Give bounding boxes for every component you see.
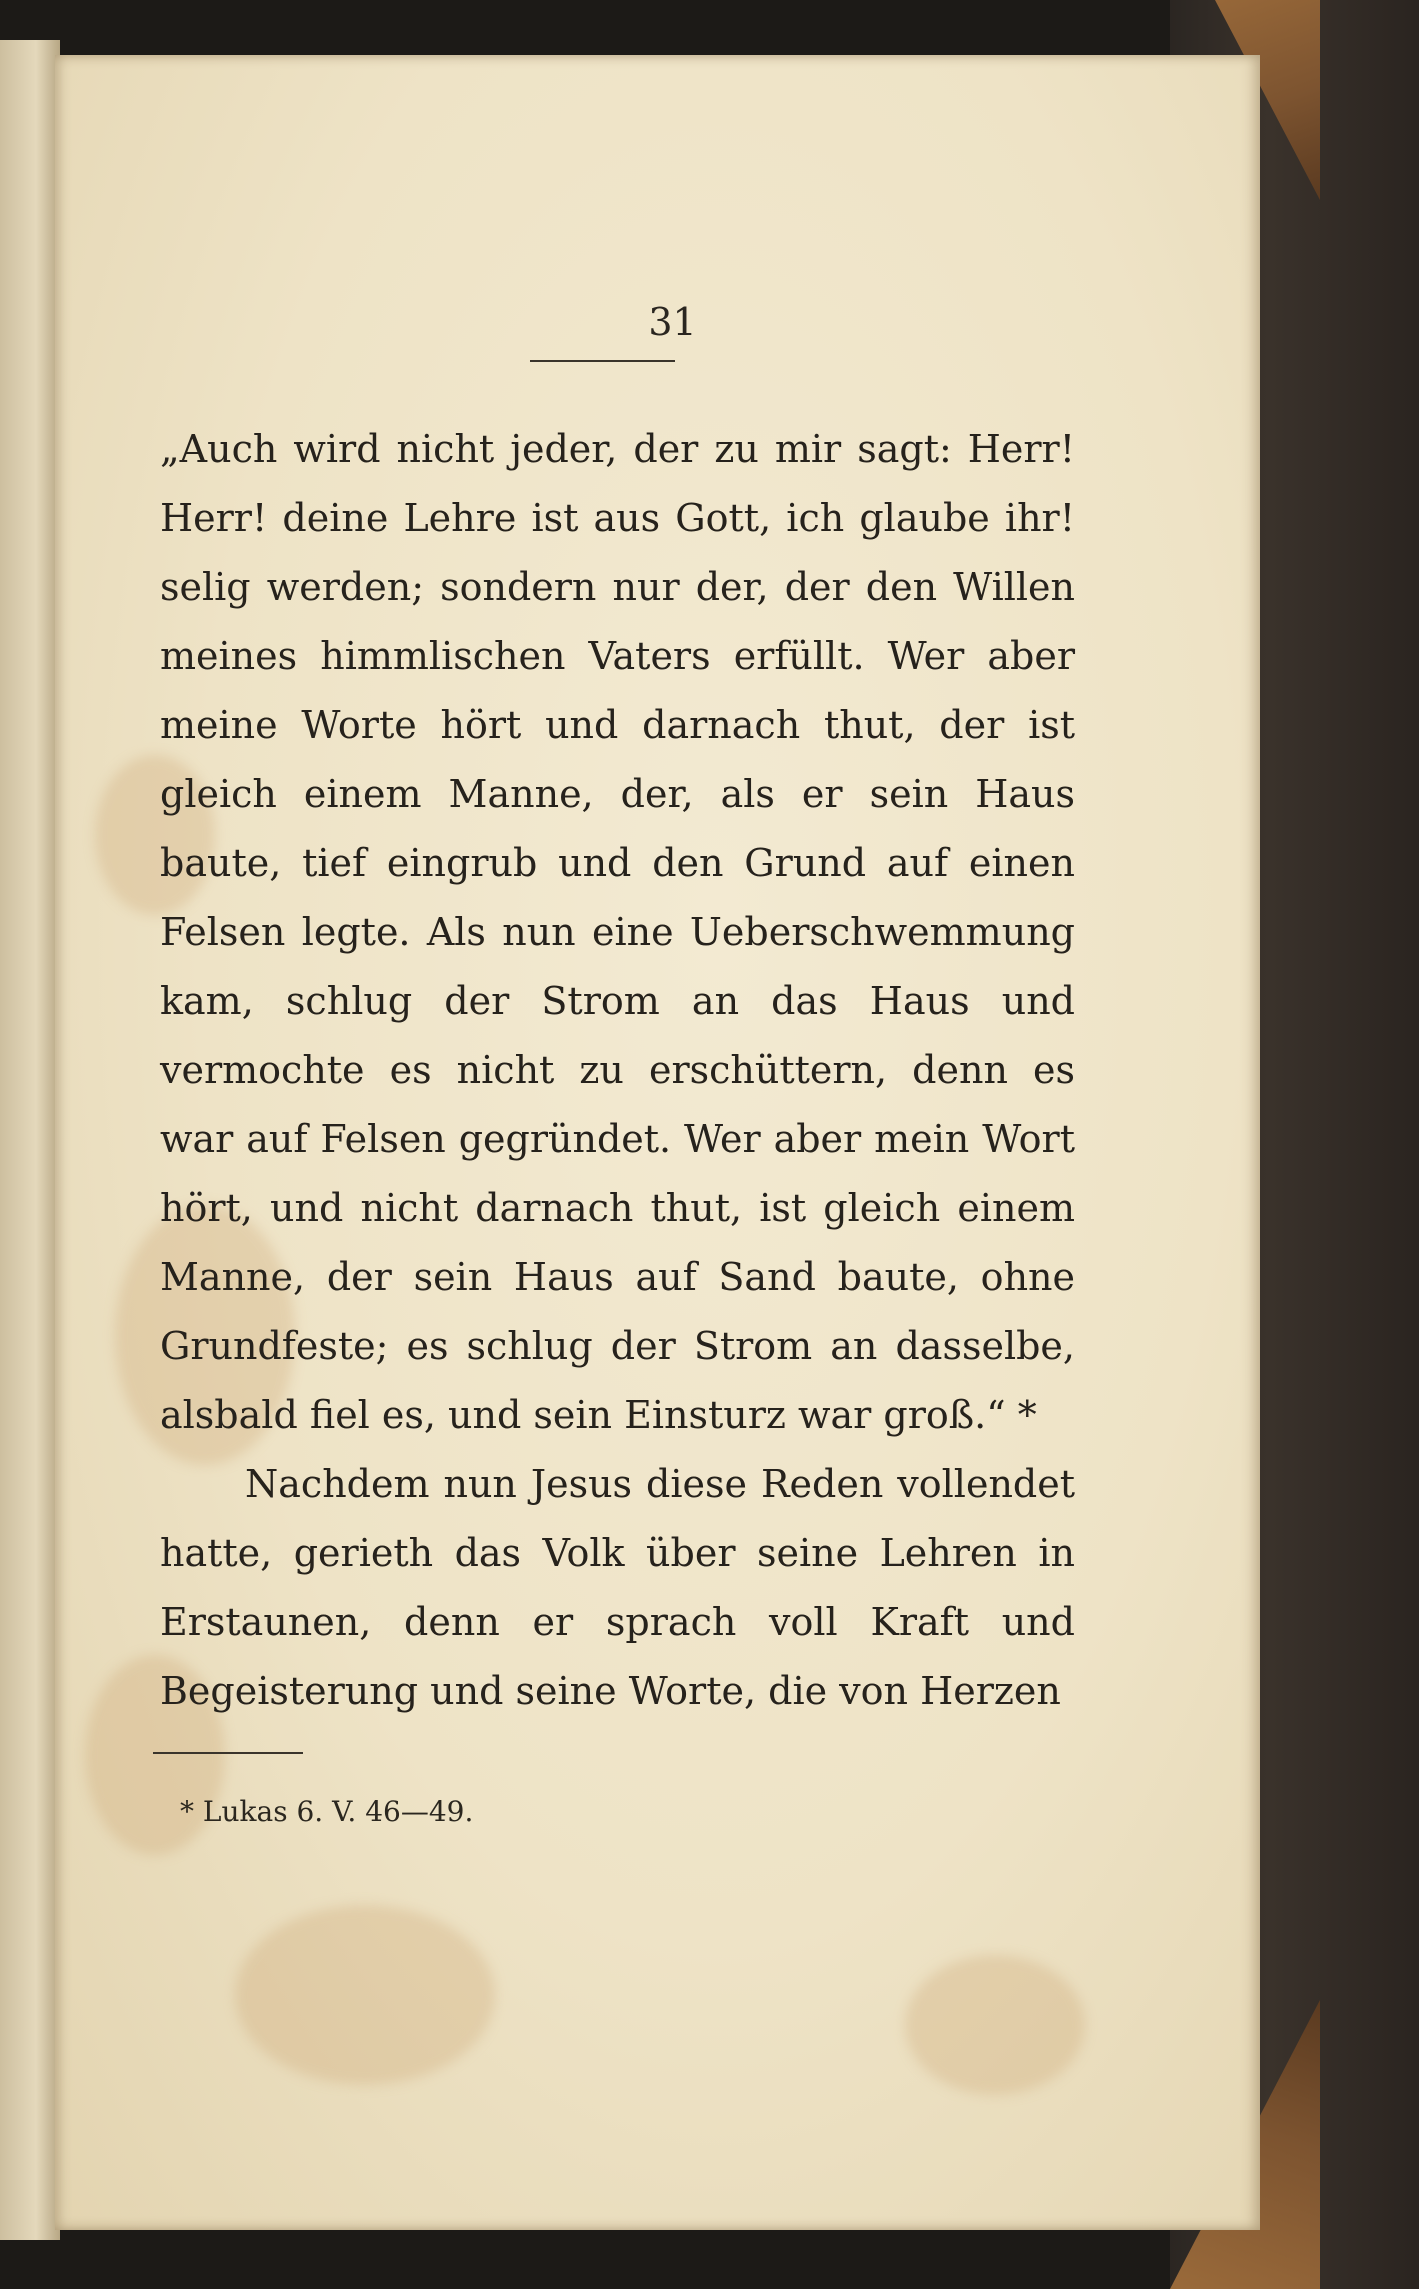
paragraph: Nachdem nun Jesus diese Reden vollendet hatte, gerieth das Volk über seine Lehren in Erstaunen, denn er sprach voll Kraft und Begeisterung und seine Worte, die von Herzen bbox=[160, 1462, 1075, 1713]
facing-page-edge bbox=[0, 40, 60, 2240]
page-number: 31 bbox=[648, 300, 697, 344]
footnote-rule bbox=[153, 1752, 303, 1754]
body-text bbox=[160, 415, 1075, 1726]
page-number-rule bbox=[530, 360, 675, 362]
book-page bbox=[55, 55, 1260, 2230]
foxing-spot bbox=[905, 1955, 1085, 2095]
paragraph: „Auch wird nicht jeder, der zu mir sagt: Herr! Herr! deine Lehre ist aus Gott, ich glaube ihr! selig werden; sondern nur der, der den Willen meines himmlischen Vaters erfüllt. Wer aber meine Worte hört und darnach thut, der ist gleich einem Manne, der, als er sein Haus baute, tief eingrub und den Grund auf einen Felsen legte. Als nun eine Ueberschwemmung kam, schlug der Strom an das Haus und vermochte es nicht zu erschüttern, denn es war auf Felsen gegründet. Wer aber mein Wort hört, und nicht darnach thut, ist gleich einem Manne, der sein Haus auf Sand baute, ohne Grundfeste; es schlug der Strom an dasselbe, alsbald fiel es, und sein Einsturz war groß.“ * bbox=[160, 427, 1075, 1437]
footnote: * Lukas 6. V. 46—49. bbox=[180, 1795, 474, 1828]
foxing-spot bbox=[235, 1905, 495, 2085]
